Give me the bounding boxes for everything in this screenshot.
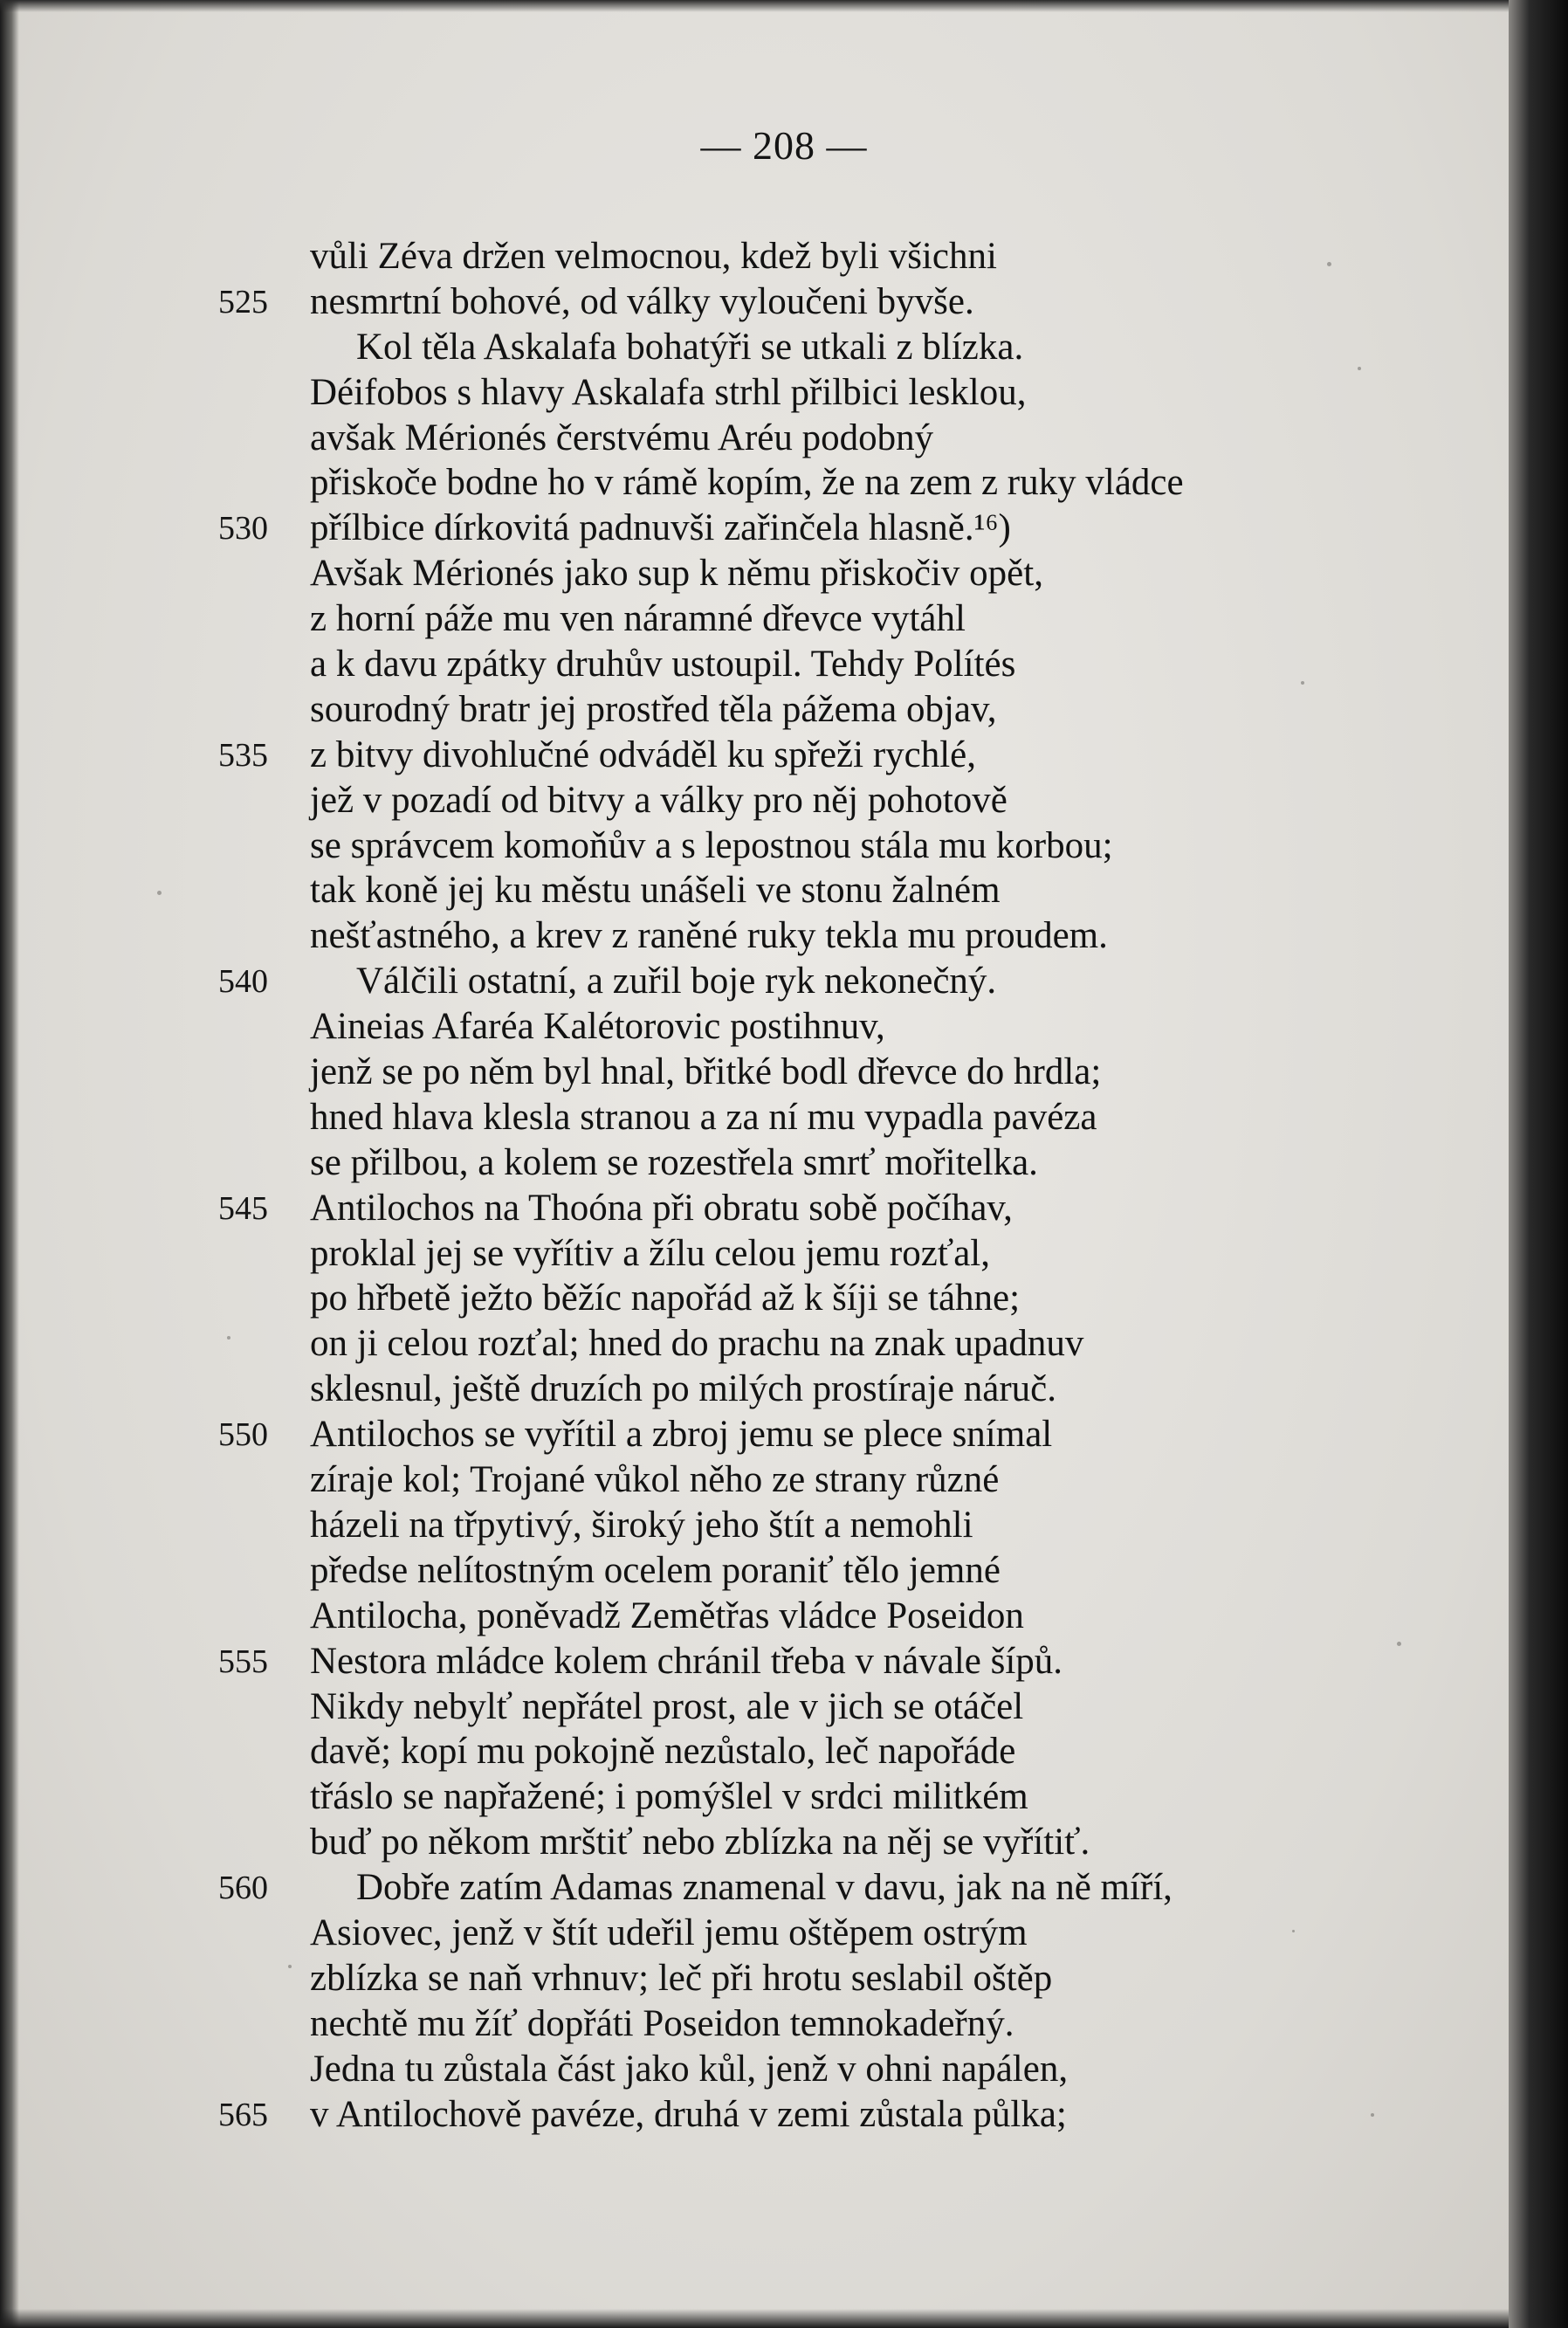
verse-text: z bitvy divohlučné odváděl ku spřeži rychlé, — [310, 734, 977, 775]
verse-text: jež v pozadí od bitvy a války pro něj pohotově — [310, 779, 1008, 821]
verse-text: Asiovec, jenž v štít udeřil jemu oštěpem ostrým — [310, 1911, 1028, 1953]
verse-text: v Antilochově pavéze, druhá v zemi zůstala půlka; — [310, 2093, 1067, 2135]
verse-line — [0, 1774, 1537, 1820]
verse-text: davě; kopí mu pokojně nezůstalo, leč napořáde — [310, 1731, 1016, 1773]
verse-text: Antilochos na Thoóna při obratu sobě počíhav, — [310, 1187, 1013, 1229]
verse-line — [0, 1820, 1537, 1865]
verse-line — [0, 823, 1537, 869]
verse-line — [0, 460, 1537, 506]
verse-line — [0, 234, 1537, 279]
verse-text: zíraje kol; Trojané vůkol něho ze strany různé — [310, 1459, 1000, 1501]
verse-line — [0, 1503, 1537, 1548]
verse-text: přiskoče bodne ho v rámě kopím, že na zem z ruky vládce — [310, 462, 1184, 504]
verse-line — [0, 1186, 1537, 1231]
verse-line — [0, 1457, 1537, 1503]
verse-text: zblízka se naň vrhnuv; leč při hrotu seslabil oštěp — [310, 1957, 1053, 1999]
verse-text: Aineias Afaréa Kalétorovic postihnuv, — [310, 1006, 885, 1048]
verse-line — [0, 868, 1537, 913]
verse-text: Antilocha, poněvadž Zemětřas vládce Poseidon — [310, 1594, 1024, 1636]
line-number: 545 — [218, 1189, 268, 1227]
verse-text: sklesnul, ještě druzích po milých prostíraje náruč. — [310, 1368, 1056, 1410]
line-number: 560 — [218, 1870, 268, 1907]
verse-text: Antilochos se vyřítil a zbroj jemu se plece snímal — [310, 1414, 1053, 1456]
scan-border-top — [0, 0, 1537, 12]
verse-line — [0, 778, 1537, 823]
verse-line — [0, 1639, 1537, 1684]
verse-line — [0, 2001, 1537, 2047]
verse-line — [0, 1911, 1537, 1956]
verse-text: se správcem komoňův a s lepostnou stála mu korbou; — [310, 824, 1113, 866]
verse-line — [0, 1004, 1537, 1050]
verse-line — [0, 1367, 1537, 1412]
verse-text: házeli na třpytivý, široký jeho štít a nemohli — [310, 1504, 973, 1546]
verse-text: Avšak Mérionés jako sup k němu přiskočiv opět, — [310, 553, 1043, 595]
verse-line — [0, 1548, 1537, 1594]
verse-line — [0, 1684, 1537, 1730]
verse-line — [0, 913, 1537, 959]
verse-text: jenž se po něm byl hnal, břitké bodl dřevce do hrdla; — [310, 1051, 1102, 1093]
line-number: 565 — [218, 2096, 268, 2133]
verse-line — [0, 2092, 1537, 2138]
verse-text: hned hlava klesla stranou a za ní mu vypadla pavéza — [310, 1096, 1097, 1138]
verse-text: Déifobos s hlavy Askalafa strhl přilbici lesklou, — [310, 371, 1027, 413]
verse-text: nesmrtní bohové, od války vyloučeni byvše. — [310, 280, 974, 322]
line-number: 555 — [218, 1643, 268, 1680]
poem-text — [0, 234, 1537, 2137]
verse-line — [0, 687, 1537, 733]
line-number: 540 — [218, 963, 268, 1001]
verse-text: tak koně jej ku městu unášeli ve stonu žalném — [310, 870, 1001, 912]
line-number: 530 — [218, 510, 268, 548]
verse-text: a k davu zpátky druhův ustoupil. Tehdy Polítés — [310, 644, 1016, 685]
line-number: 525 — [218, 283, 268, 320]
verse-text: přílbice dírkovitá padnuvši zařinčela hlasně.¹⁶) — [310, 507, 1011, 549]
verse-line — [0, 506, 1537, 551]
verse-line — [0, 596, 1537, 642]
verse-text: avšak Mérionés čerstvému Aréu podobný — [310, 417, 934, 458]
line-number: 550 — [218, 1416, 268, 1454]
verse-text: vůli Zéva držen velmocnou, kdež byli všichni — [310, 236, 997, 277]
verse-line — [0, 2047, 1537, 2092]
verse-text: Kol těla Askalafa bohatýři se utkali z blízka. — [356, 326, 1024, 368]
verse-line — [0, 1729, 1537, 1774]
verse-line — [0, 1412, 1537, 1457]
verse-line — [0, 1095, 1537, 1140]
verse-line — [0, 279, 1537, 325]
verse-text: on ji celou rozťal; hned do prachu na znak upadnuv — [310, 1323, 1084, 1365]
verse-text: nechtě mu žíť dopřáti Poseidon temnokadeřný. — [310, 2002, 1014, 2044]
verse-text: Dobře zatím Adamas znamenal v davu, jak na ně míří, — [356, 1867, 1173, 1909]
verse-text: nešťastného, a krev z raněné ruky tekla mu proudem. — [310, 915, 1108, 957]
verse-text: po hřbetě ježto běžíc napořád až k šíji se táhne; — [310, 1278, 1021, 1319]
verse-line — [0, 1050, 1537, 1095]
verse-text: sourodný bratr jej prostřed těla pážema objav, — [310, 688, 997, 730]
verse-line — [0, 642, 1537, 687]
verse-line — [0, 733, 1537, 778]
verse-line — [0, 1956, 1537, 2001]
verse-line — [0, 1140, 1537, 1186]
verse-text: buď po někom mrštiť nebo zblízka na něj se vyřítiť. — [310, 1822, 1090, 1863]
verse-line — [0, 551, 1537, 596]
scan-border-bottom — [0, 2309, 1537, 2328]
verse-text: Nikdy nebylť nepřátel prost, ale v jich se otáčel — [310, 1685, 1024, 1727]
verse-line — [0, 959, 1537, 1004]
verse-line — [0, 325, 1537, 370]
page-number: — 208 — — [700, 123, 868, 168]
verse-text: proklal jej se vyřítiv a žílu celou jemu rozťal, — [310, 1232, 990, 1274]
verse-line — [0, 416, 1537, 461]
verse-line — [0, 370, 1537, 416]
verse-line — [0, 1321, 1537, 1367]
verse-text: předse nelítostným ocelem poraniť tělo jemné — [310, 1549, 1001, 1591]
verse-line — [0, 1865, 1537, 1911]
verse-text: třáslo se napřažené; i pomýšlel v srdci militkém — [310, 1776, 1028, 1818]
verse-line — [0, 1276, 1537, 1321]
verse-text: se přilbou, a kolem se rozestřela smrť mořitelka. — [310, 1141, 1038, 1183]
verse-text: Válčili ostatní, a zuřil boje ryk nekonečný. — [356, 961, 997, 1002]
verse-text: Nestora mládce kolem chránil třeba v návale šípů. — [310, 1640, 1063, 1682]
verse-line — [0, 1594, 1537, 1639]
line-number: 535 — [218, 736, 268, 774]
verse-text: Jedna tu zůstala část jako kůl, jenž v ohni napálen, — [310, 2048, 1069, 2090]
verse-text: z horní páže mu ven náramné dřevce vytáhl — [310, 598, 966, 640]
verse-line — [0, 1231, 1537, 1277]
